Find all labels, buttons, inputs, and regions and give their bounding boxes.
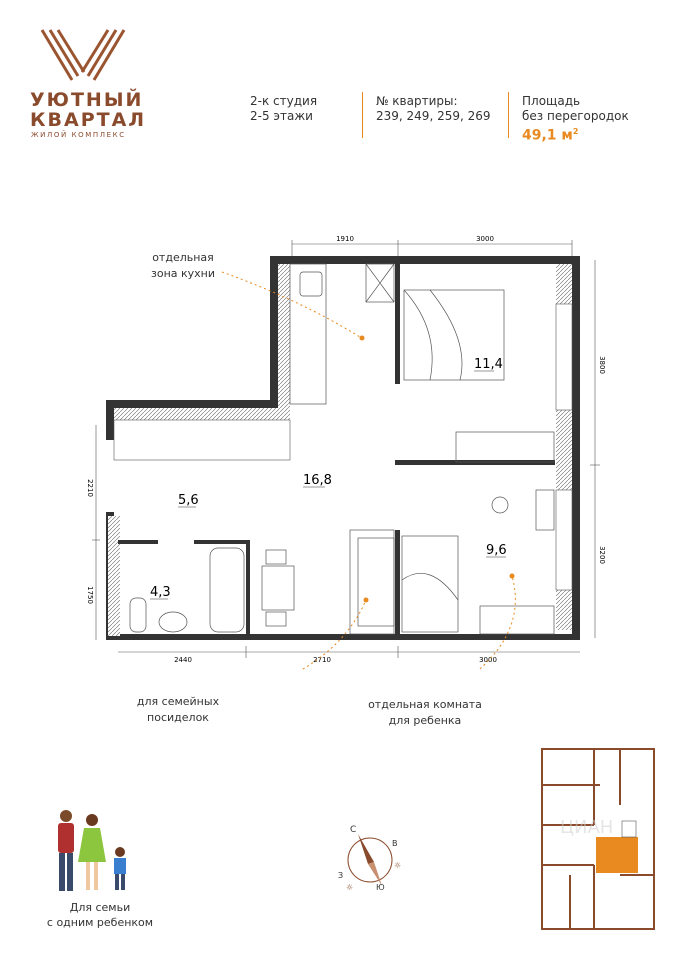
- note-child: отдельная комната для ребенка: [368, 698, 482, 727]
- compass-north: С: [350, 825, 357, 835]
- dim-left-lower: 1750: [86, 586, 94, 604]
- family-illustration-icon: [44, 808, 144, 898]
- apartment-numbers: № квартиры: 239, 249, 259, 269: [376, 94, 491, 123]
- dim-top-left: 1910: [336, 235, 354, 243]
- dim-bottom-2: 2710: [313, 656, 331, 664]
- room-area-living: 16,8: [303, 473, 332, 488]
- watermark: ЦИАН: [560, 817, 614, 838]
- dim-right-upper: 3800: [598, 356, 606, 374]
- dim-top-right: 3000: [476, 235, 494, 243]
- divider: [362, 92, 363, 138]
- room-area-hall: 5,6: [178, 493, 199, 508]
- compass-south: Ю: [376, 883, 385, 892]
- apartment-type: 2-к студия 2-5 этажи: [250, 94, 318, 123]
- note-kitchen: отдельная зона кухни: [150, 251, 215, 280]
- dim-left-upper: 2210: [86, 479, 94, 497]
- key-plan: [530, 745, 670, 935]
- room-area-bedroom: 11,4: [474, 357, 503, 372]
- svg-text:☼: ☼: [346, 883, 354, 892]
- brand-name: УЮТНЫЙ КВАРТАЛ: [30, 89, 147, 131]
- room-area-bath: 4,3: [150, 585, 171, 600]
- compass-east: В: [392, 839, 398, 848]
- highlighted-apartment: [596, 837, 638, 873]
- brand-subtitle: ЖИЛОЙ КОМПЛЕКС: [31, 131, 126, 139]
- divider: [508, 92, 509, 138]
- dim-right-lower: 3200: [598, 546, 606, 564]
- dim-bottom-3: 3000: [479, 656, 497, 664]
- compass-west: З: [338, 871, 344, 880]
- note-family: для семейных посиделок: [136, 695, 220, 724]
- compass-icon: [330, 820, 410, 900]
- floor-plan: [0, 230, 679, 670]
- dim-bottom-1: 2440: [174, 656, 192, 664]
- svg-text:☼: ☼: [394, 861, 402, 870]
- area-value: 49,1 $м^2$: [522, 127, 579, 144]
- room-area-child: 9,6: [486, 543, 507, 558]
- brand-logo-icon: [38, 28, 128, 84]
- area-info: Площадь без перегородок 49,1 $м^2$: [522, 94, 629, 144]
- family-caption: Для семьи с одним ребенком: [46, 901, 154, 929]
